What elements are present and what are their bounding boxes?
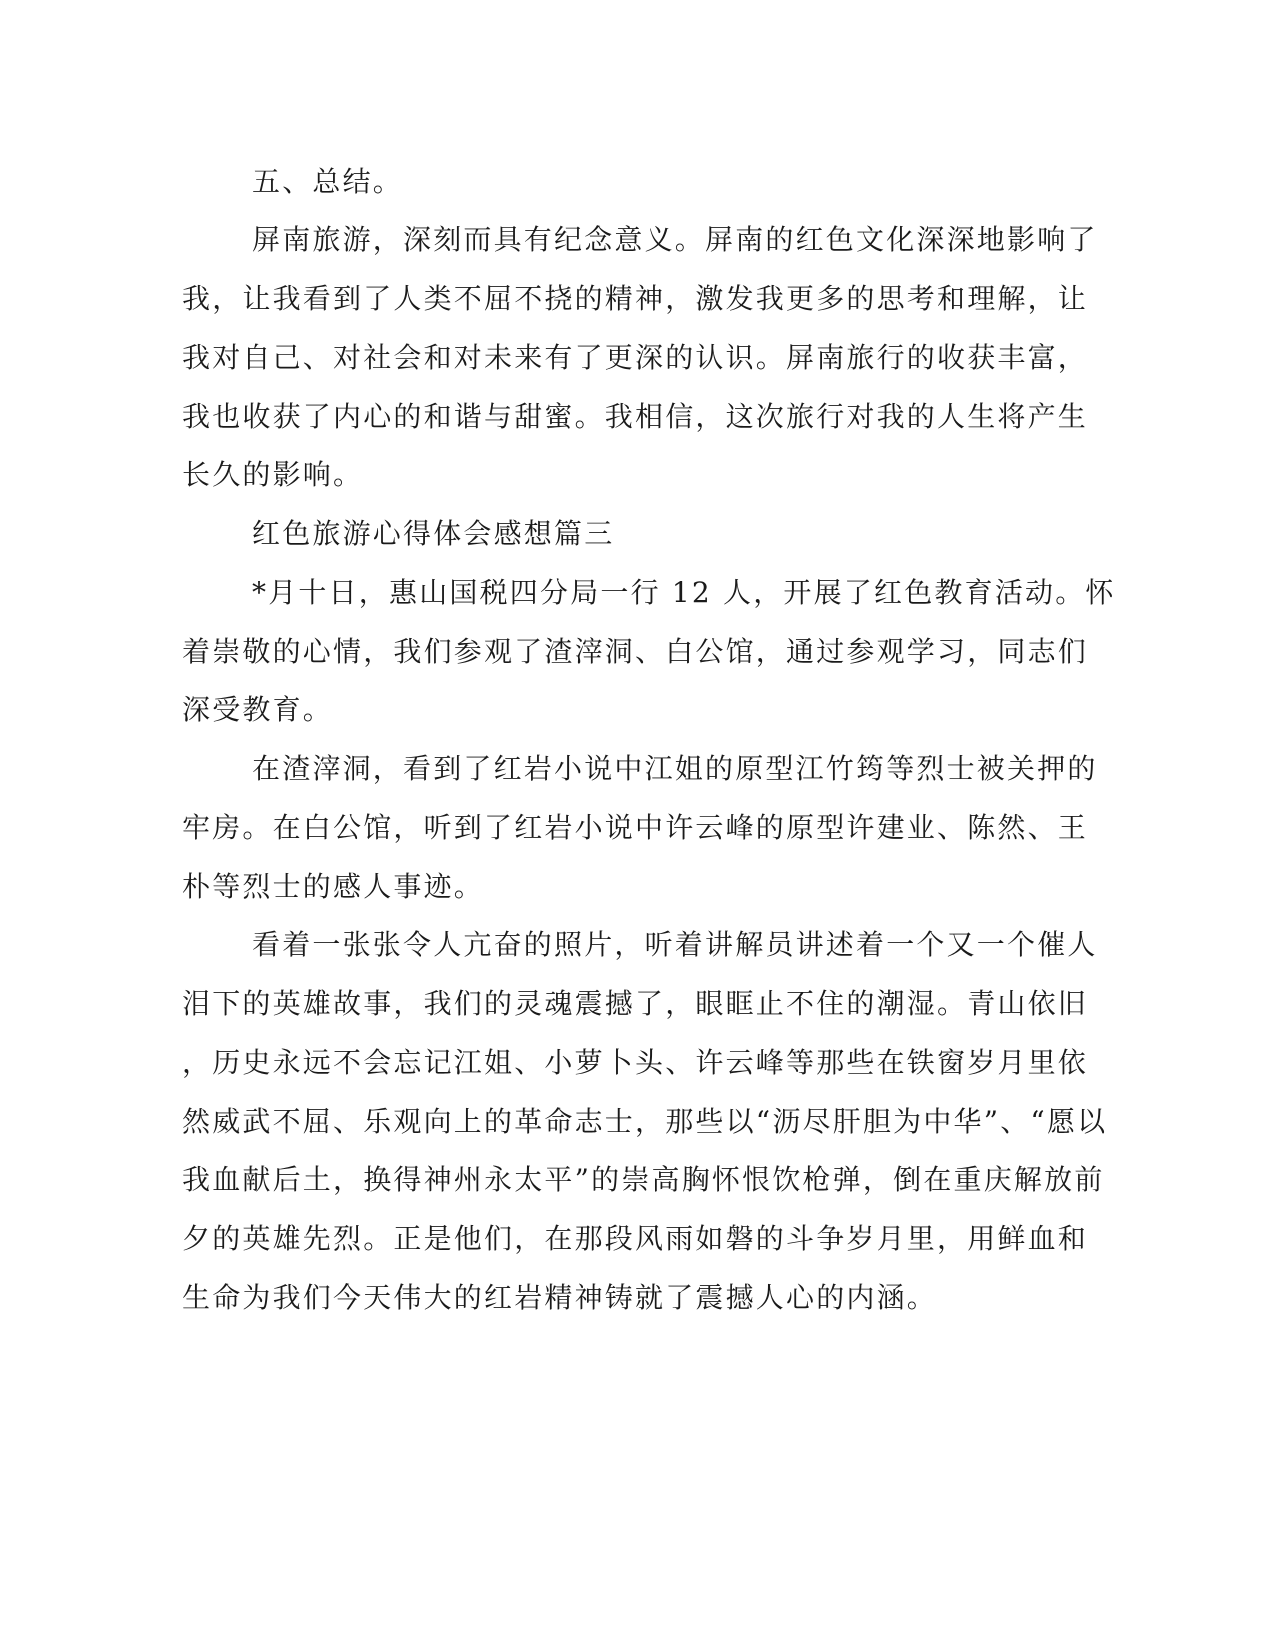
article-title: 红色旅游心得体会感想篇三 [252,517,615,550]
paragraph-line: 朴等烈士的感人事迹。 [182,870,485,903]
paragraph-line: 我对自己、对社会和对未来有了更深的认识。屏南旅行的收获丰富， [182,341,1089,374]
paragraph-line: 然威武不屈、乐观向上的革命志士，那些以“沥尽肝胆为中华”、“愿以 [182,1105,1108,1138]
paragraph-line: 我，让我看到了人类不屈不挠的精神，激发我更多的思考和理解，让 [182,282,1089,315]
paragraph-line: 我也收获了内心的和谐与甜蜜。我相信，这次旅行对我的人生将产生 [182,400,1089,433]
paragraph-line: 生命为我们今天伟大的红岩精神铸就了震撼人心的内涵。 [182,1281,938,1314]
paragraph-line: 看着一张张令人亢奋的照片，听着讲解员讲述着一个又一个催人 [252,928,1098,961]
paragraph-line: 我血献后土，换得神州永太平”的崇高胸怀恨饮枪弹，倒在重庆解放前 [182,1163,1105,1196]
paragraph-line: 夕的英雄先烈。正是他们，在那段风雨如磐的斗争岁月里，用鲜血和 [182,1222,1089,1255]
section-heading-summary: 五、总结。 [252,165,404,198]
paragraph-line: 牢房。在白公馆，听到了红岩小说中许云峰的原型许建业、陈然、王 [182,811,1089,844]
paragraph-line: 长久的影响。 [182,458,364,491]
paragraph-line: 在渣滓洞，看到了红岩小说中江姐的原型江竹筠等烈士被关押的 [252,752,1098,785]
paragraph-line: 屏南旅游，深刻而具有纪念意义。屏南的红色文化深深地影响了 [252,223,1098,256]
paragraph-line: ，历史永远不会忘记江姐、小萝卜头、许云峰等那些在铁窗岁月里依 [182,1046,1089,1079]
paragraph-line: 着崇敬的心情，我们参观了渣滓洞、白公馆，通过参观学习，同志们 [182,635,1089,668]
paragraph-line: 泪下的英雄故事，我们的灵魂震撼了，眼眶止不住的潮湿。青山依旧 [182,987,1089,1020]
paragraph-line: 深受教育。 [182,693,334,726]
paragraph-line: *月十日，惠山国税四分局一行 12 人，开展了红色教育活动。怀 [252,576,1116,609]
